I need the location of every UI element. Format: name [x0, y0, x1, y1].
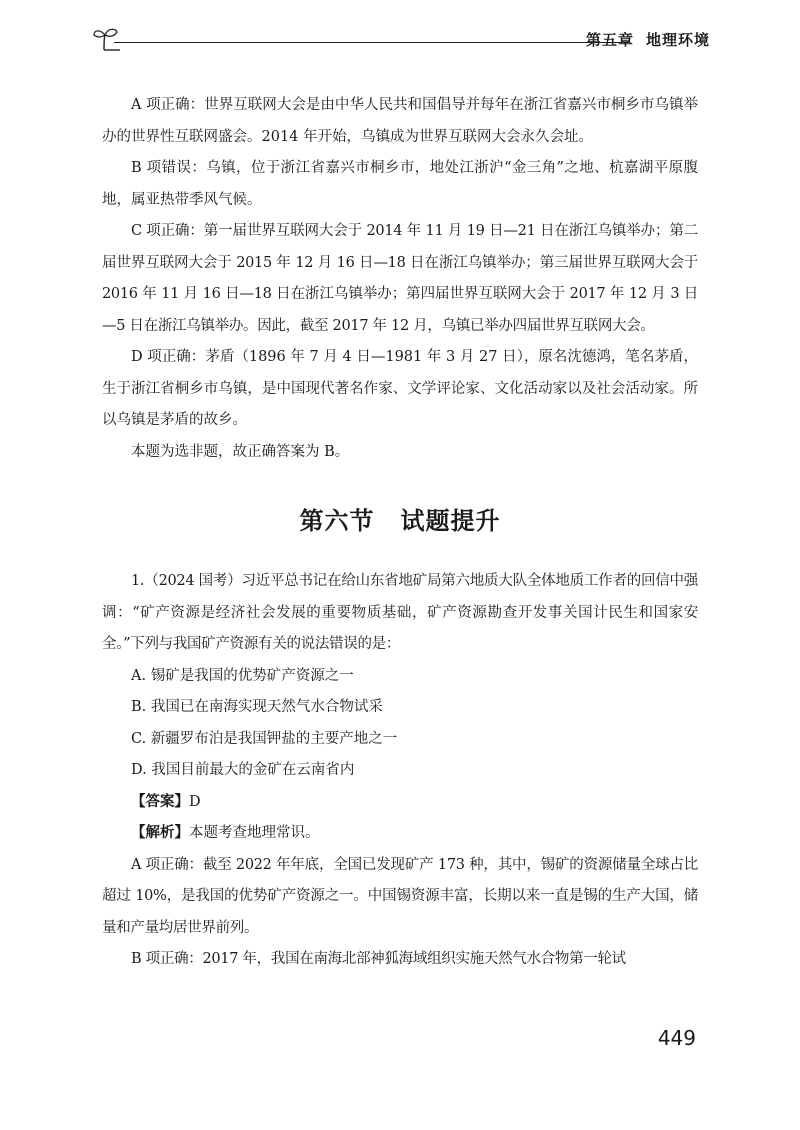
page-body	[102, 90, 698, 976]
section-title	[102, 506, 698, 536]
option-b: B. 我国已在南海实现天然气水合物试采	[131, 699, 383, 715]
page-number: 449	[657, 1026, 696, 1050]
analysis-line	[102, 818, 698, 850]
option-a: A. 锡矿是我国的优势矿产资源之一	[131, 667, 354, 684]
running-header	[92, 20, 710, 60]
chapter-topic: 地理环境	[645, 31, 710, 49]
section-name: 试题提升	[400, 507, 501, 535]
explanation-a-bottom: A 项正确：截至 2022 年年底，全国已发现矿产 173 种，其中，锡矿的资源储量全球占比超过 10%，是我国的优势矿产资源之一。中国锡资源丰富，长期以来一直是锡的生产大国，储量和产量均居世界前列。	[102, 856, 698, 936]
conclusion-text: 本题为选非题，故正确答案为 B。	[131, 443, 350, 460]
option-d: D. 我国目前最大的金矿在云南省内	[131, 762, 355, 778]
question-stem: 1.（2024 国考）习近平总书记在给山东省地矿局第六地质大队全体地质工作者的回信中强调：“矿产资源是经济社会发展的重要物质基础，矿产资源勘查开发事关国计民生和国家安全。”下列与我国矿产资源有关的说法错误的是：	[102, 573, 698, 652]
explanation-c-top: C 项正确：第一届世界互联网大会于 2014 年 11 月 19 日—21 日在浙江乌镇举办；第二届世界互联网大会于 2015 年 12 月 16 日—18 日在浙江乌镇举办；第三届世界互联网大会于 2016 年 11 月 16 日—18 日在浙江乌镇举办；第四届世界互联网大会于 2017 年 12 月 3 日—5 日在浙江乌镇举办。因此，截至 2017 年 12 月，乌镇已举办四届世界互联网大会。	[102, 223, 698, 334]
explanation-b-top: B 项错误：乌镇，位于浙江省嘉兴市桐乡市，地处江浙沪“金三角”之地、杭嘉湖平原腹地，属亚热带季风气候。	[102, 160, 698, 208]
chapter-number: 第五章	[585, 31, 634, 49]
header-rule	[114, 42, 630, 43]
explanation-a-top: A 项正确：世界互联网大会是由中华人民共和国倡导并每年在浙江省嘉兴市桐乡市乌镇举办的世界性互联网盛会。2014 年开始，乌镇成为世界互联网大会永久会址。	[102, 97, 698, 145]
sprout-icon	[92, 26, 120, 52]
chapter-label	[586, 29, 710, 50]
explanation-d-top: D 项正确：茅盾（1896 年 7 月 4 日—1981 年 3 月 27 日），原名沈德鸿，笔名茅盾，生于浙江省桐乡市乌镇，是中国现代著名作家、文学评论家、文化活动家以及社会活动家。所以乌镇是茅盾的故乡。	[102, 349, 698, 428]
option-c: C. 新疆罗布泊是我国钾盐的主要产地之一	[131, 730, 398, 747]
answer-line	[102, 787, 698, 819]
section-number: 第六节	[299, 507, 375, 535]
explanation-b-bottom: B 项正确：2017 年，我国在南海北部神狐海域组织实施天然气水合物第一轮试	[131, 951, 626, 967]
answer-tag: 【答案】	[131, 793, 189, 810]
analysis-text: 本题考查地理常识。	[189, 825, 320, 841]
analysis-tag: 【解析】	[131, 825, 189, 841]
answer-value: D	[189, 793, 201, 810]
